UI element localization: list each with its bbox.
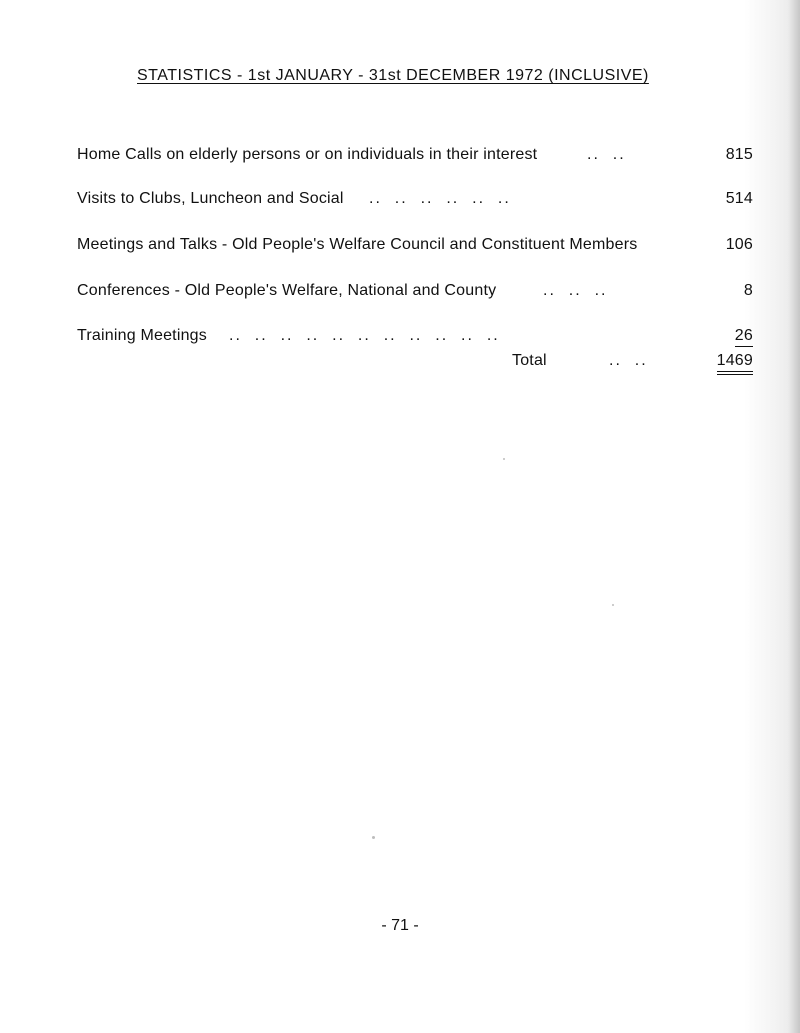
row-leader-dots: .. .. .. .. .. .. bbox=[369, 190, 511, 207]
row-label: Meetings and Talks - Old People's Welfare Council and Constituent Members bbox=[77, 236, 638, 253]
scan-speck bbox=[612, 604, 614, 606]
scan-speck bbox=[503, 458, 505, 460]
document-title: STATISTICS - 1st JANUARY - 31st DECEMBER 1972 (INCLUSIVE) bbox=[137, 67, 649, 84]
stat-row-training bbox=[77, 327, 753, 351]
total-leader-dots: .. .. bbox=[609, 352, 648, 369]
row-value: 26 bbox=[735, 327, 753, 347]
total-value: 1469 bbox=[717, 352, 753, 375]
page-edge-shadow bbox=[788, 0, 800, 1033]
stat-row-home-calls bbox=[77, 146, 753, 170]
row-value: 8 bbox=[743, 282, 753, 299]
row-leader-dots: .. .. bbox=[587, 146, 626, 163]
stat-row-conferences bbox=[77, 282, 753, 306]
row-value: 815 bbox=[725, 146, 753, 163]
row-label: Home Calls on elderly persons or on individuals in their interest bbox=[77, 146, 538, 163]
row-value: 106 bbox=[725, 236, 753, 253]
stat-row-visits bbox=[77, 190, 753, 214]
row-value: 514 bbox=[725, 190, 753, 207]
stat-row-total bbox=[77, 352, 753, 376]
row-leader-dots: .. .. .. bbox=[543, 282, 608, 299]
row-label: Visits to Clubs, Luncheon and Social bbox=[77, 190, 344, 207]
page-number: - 71 - bbox=[381, 917, 419, 934]
scan-speck bbox=[372, 836, 375, 839]
row-leader-dots: .. .. .. .. .. .. .. .. .. .. .. bbox=[229, 327, 500, 344]
row-label: Training Meetings bbox=[77, 327, 207, 344]
total-label: Total bbox=[512, 352, 547, 369]
stat-row-meetings-talks bbox=[77, 236, 753, 260]
row-label: Conferences - Old People's Welfare, National and County bbox=[77, 282, 497, 299]
